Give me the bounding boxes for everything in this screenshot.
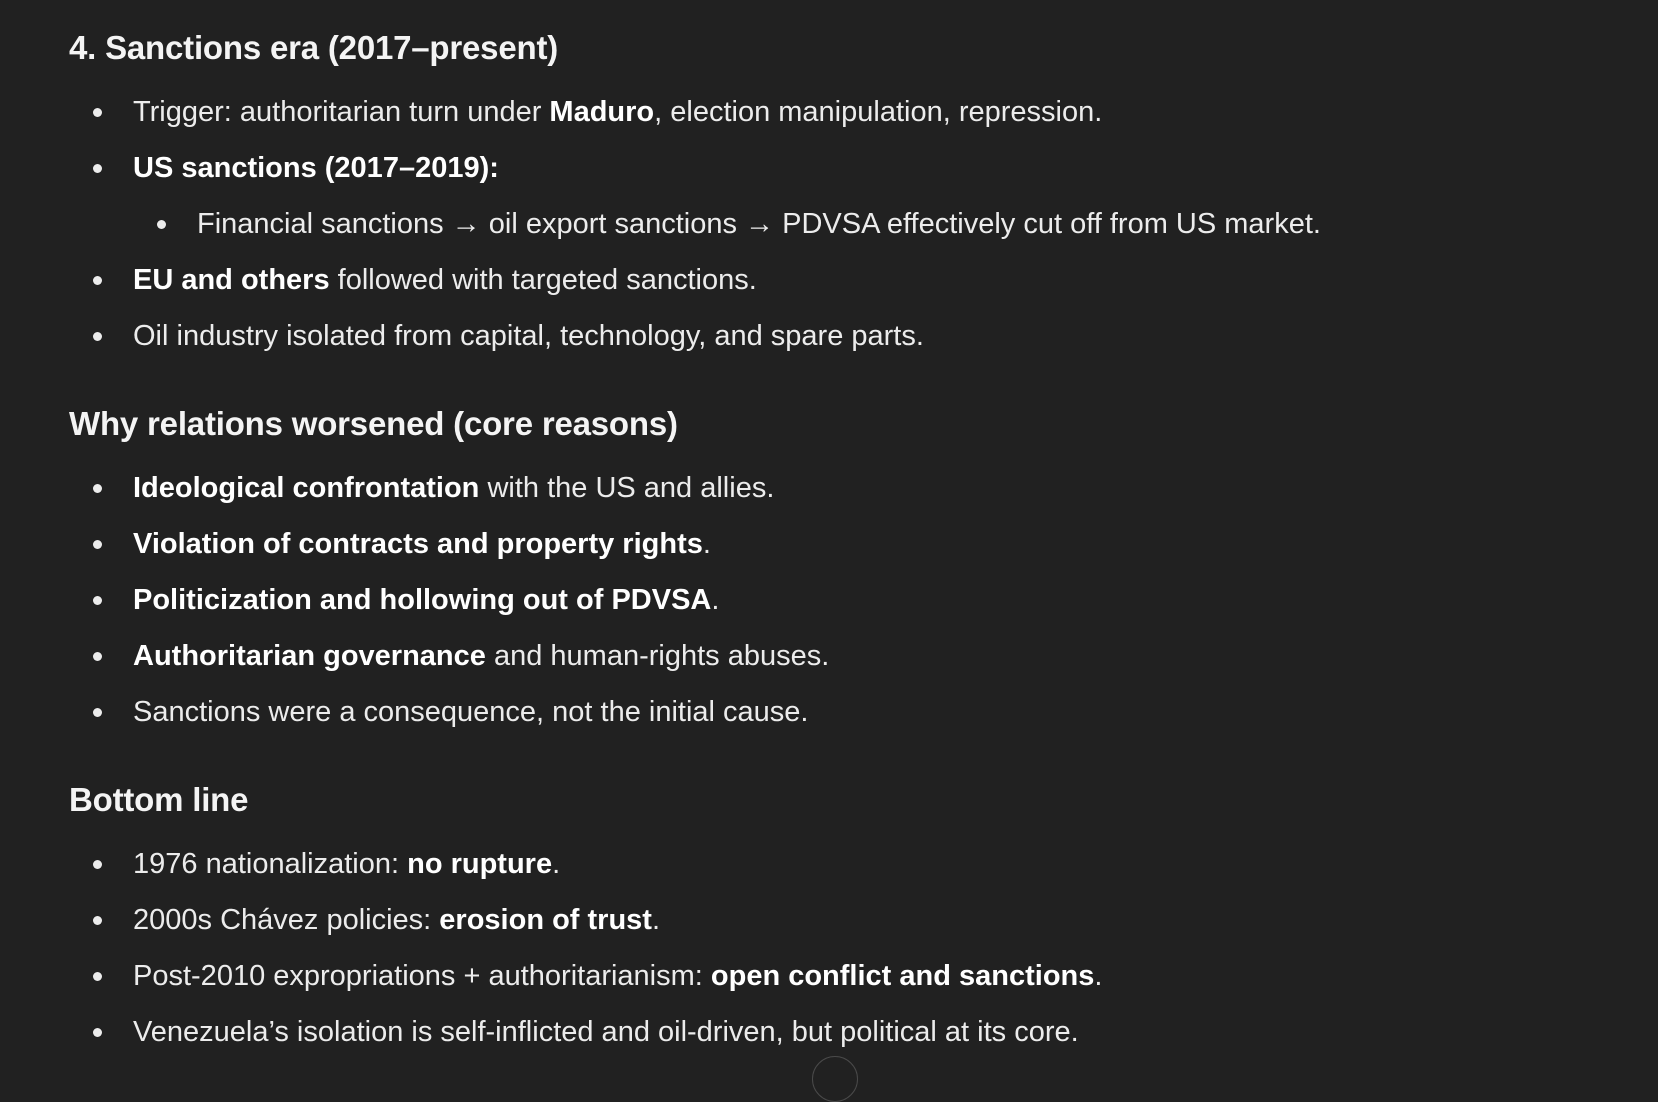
section-heading-bottom-line: Bottom line	[69, 781, 249, 818]
bullet-dot-icon	[93, 108, 102, 117]
bullet-dot-icon	[93, 596, 102, 605]
list-item-bold-text: Violation of contracts and property rights	[133, 528, 703, 560]
bullet-dot-icon	[157, 220, 166, 229]
list-item	[69, 900, 1102, 940]
list-item-text: 2000s Chávez policies:	[133, 904, 440, 936]
list-item-text: .	[702, 528, 711, 560]
bullet-dot-icon	[93, 332, 102, 341]
bullet-dot-icon	[93, 164, 102, 173]
list-item-text: Financial sanctions → oil export sanctions → PDVSA effectively cut off from US market.	[197, 208, 1321, 240]
list-item	[69, 1012, 1102, 1052]
list-item-text: .	[711, 584, 720, 616]
list-item	[69, 956, 1102, 996]
bullet-list-bottom-line	[69, 844, 1102, 1052]
bullet-dot-icon	[93, 708, 102, 717]
scroll-to-bottom-button[interactable]	[812, 1056, 858, 1102]
bullet-list-core-reasons	[69, 468, 829, 732]
list-item	[69, 468, 829, 508]
list-item	[69, 260, 1321, 300]
list-item-bold-text: erosion of trust	[439, 904, 652, 936]
list-item-bold-text: no rupture	[407, 848, 553, 880]
list-item-text: 1976 nationalization:	[133, 848, 408, 880]
section-heading-sanctions-era: 4. Sanctions era (2017–present)	[69, 29, 559, 66]
list-item-text: and human-rights abuses.	[485, 640, 830, 672]
bullet-dot-icon	[93, 652, 102, 661]
list-item-bold-text: Politicization and hollowing out of PDVSA	[133, 584, 712, 616]
bullet-dot-icon	[93, 540, 102, 549]
list-item-text: , election manipulation, repression.	[654, 96, 1103, 128]
list-item	[69, 692, 829, 732]
list-item-bold-text: EU and others	[133, 264, 330, 296]
list-item	[69, 316, 1321, 356]
section-heading-why-relations-worsened: Why relations worsened (core reasons)	[69, 405, 678, 442]
bullet-dot-icon	[93, 972, 102, 981]
list-item	[69, 524, 829, 564]
list-item	[69, 844, 1102, 884]
list-item-text: Sanctions were a consequence, not the initial cause.	[133, 696, 809, 728]
bullet-list-sanctions-era	[69, 92, 1321, 356]
list-item-text: followed with targeted sanctions.	[329, 264, 757, 296]
list-item-bold-text: Maduro	[549, 96, 655, 128]
list-item-text: Trigger: authoritarian turn under	[133, 96, 550, 128]
list-item-bold-text: open conflict and sanctions	[710, 960, 1095, 992]
list-item	[69, 148, 1321, 188]
bullet-dot-icon	[93, 276, 102, 285]
list-item-bold-text: US sanctions (2017–2019):	[133, 152, 499, 184]
bullet-dot-icon	[93, 1028, 102, 1037]
bullet-dot-icon	[93, 916, 102, 925]
list-item-text: Post-2010 expropriations + authoritarianism:	[133, 960, 711, 992]
list-item-text: Venezuela’s isolation is self-inflicted and oil-driven, but political at its core.	[133, 1016, 1079, 1048]
list-item	[69, 92, 1321, 132]
list-item-text: .	[651, 904, 661, 936]
list-item	[69, 636, 829, 676]
list-item	[69, 580, 829, 620]
list-item-text: .	[552, 848, 561, 880]
list-item-text: Oil industry isolated from capital, technology, and spare parts.	[133, 320, 924, 352]
nested-list-item	[69, 204, 1321, 244]
bullet-dot-icon	[93, 484, 102, 493]
list-item-text: .	[1094, 960, 1103, 992]
list-item-bold-text: Authoritarian governance	[133, 640, 486, 672]
list-item-bold-text: Ideological confrontation	[133, 472, 480, 504]
bullet-dot-icon	[93, 860, 102, 869]
list-item-text: with the US and allies.	[479, 472, 775, 504]
